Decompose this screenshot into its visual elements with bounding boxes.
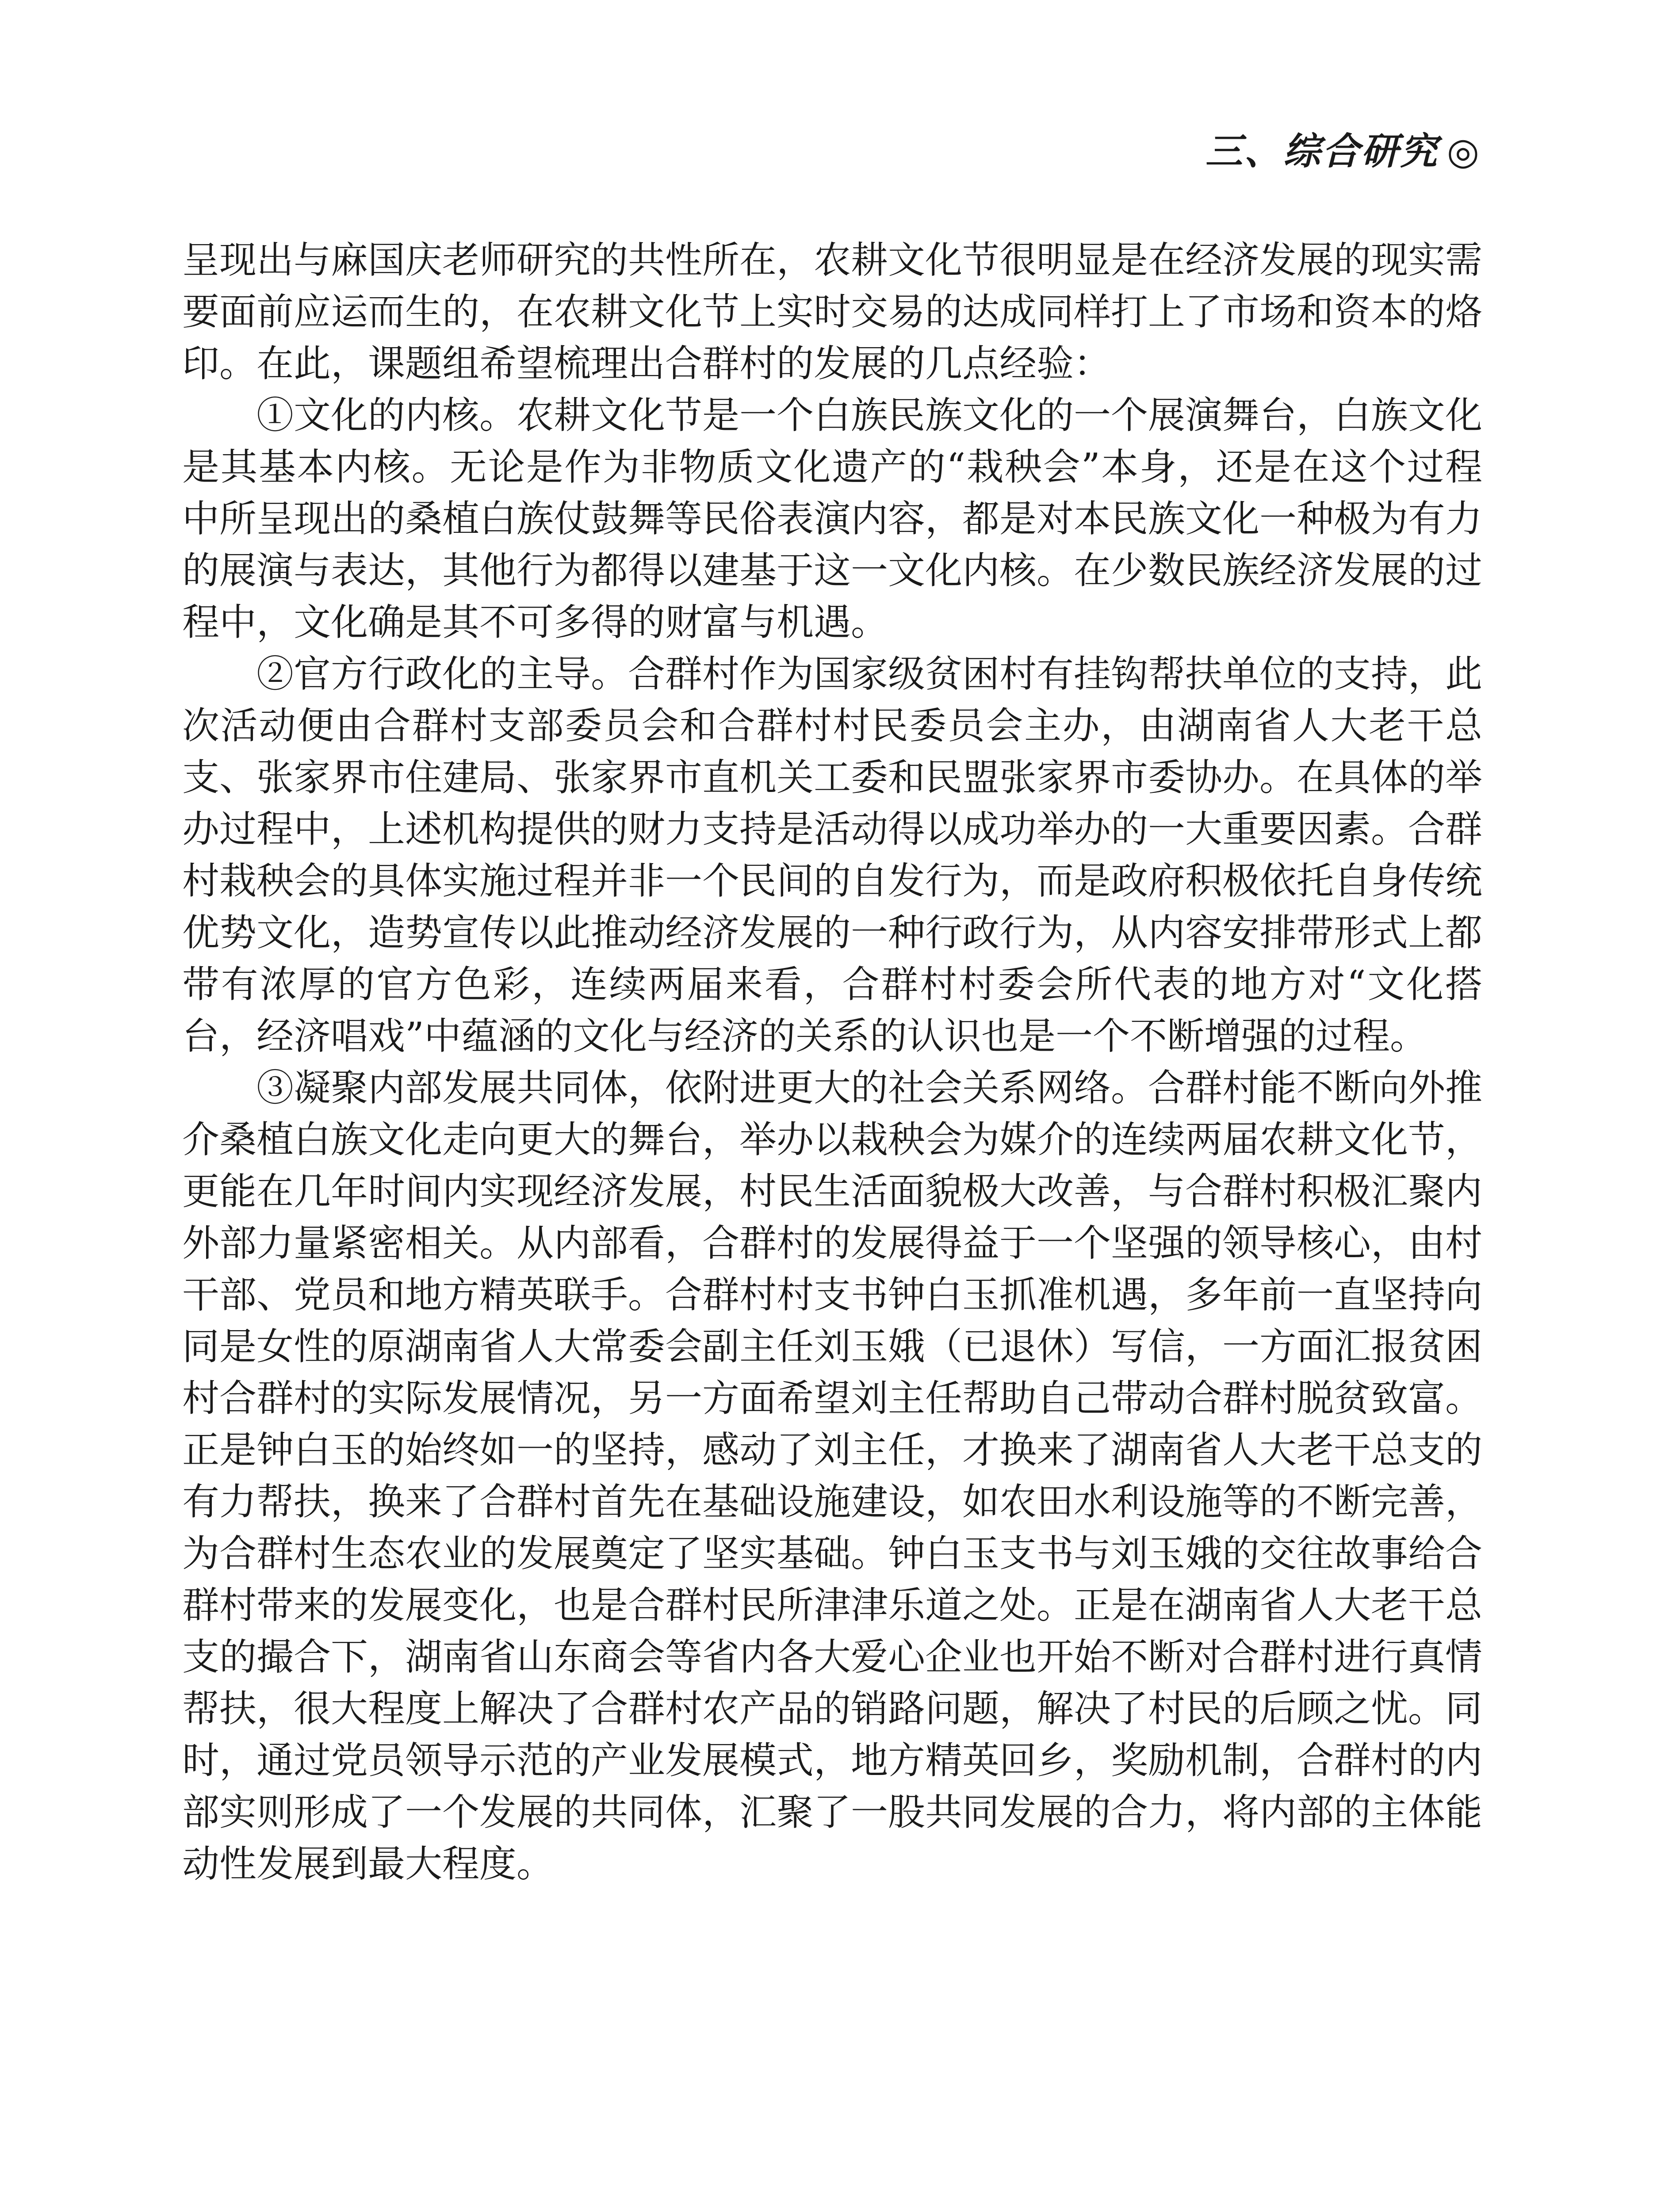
running-head [1205, 129, 1481, 173]
paragraph-point-2-official-leadership: ②官方行政化的主导。合群村作为国家级贫困村有挂钩帮扶单位的支持，此次活动便由合群村支部委员会和合群村村民委员会主办，由湖南省人大老干总支、张家界市住建局、张家界市直机关工委和民盟张家界市委协办。在具体的举办过程中，上述机构提供的财力支持是活动得以成功举办的一大重要因素。合群村栽秧会的具体实施过程并非一个民间的自发行为，而是政府积极依托自身传统优势文化，造势宣传以此推动经济发展的一种行政行为，从内容安排带形式上都带有浓厚的官方色彩，连续两届来看，合群村村委会所代表的地方对“文化搭台，经济唱戏”中蕴涵的文化与经济的关系的认识也是一个不断增强的过程。 [182, 652, 1483, 1058]
body-text [182, 234, 1482, 1890]
circle-ornament-icon: ◎ [1447, 130, 1481, 173]
paragraph-continuation: 呈现出与麻国庆老师研究的共性所在，农耕文化节很明显是在经济发展的现实需要面前应运而生的，在农耕文化节上实时交易的达成同样打上了市场和资本的烙印。在此，课题组希望梳理出合群村的发展的几点经验： [182, 238, 1483, 385]
section-title: 三、综合研究 [1205, 129, 1439, 173]
paragraph-point-3-development-community: ③凝聚内部发展共同体，依附进更大的社会关系网络。合群村能不断向外推介桑植白族文化走向更大的舞台，举办以栽秧会为媒介的连续两届农耕文化节，更能在几年时间内实现经济发展，村民生活面貌极大改善，与合群村积极汇聚内外部力量紧密相关。从内部看，合群村的发展得益于一个坚强的领导核心，由村干部、党员和地方精英联手。合群村村支书钟白玉抓准机遇，多年前一直坚持向同是女性的原湖南省人大常委会副主任刘玉娥（已退休）写信，一方面汇报贫困村合群村的实际发展情况，另一方面希望刘主任帮助自己带动合群村脱贫致富。正是钟白玉的始终如一的坚持，感动了刘主任，才换来了湖南省人大老干总支的有力帮扶，换来了合群村首先在基础设施建设，如农田水利设施等的不断完善，为合群村生态农业的发展奠定了坚实基础。钟白玉支书与刘玉娥的交往故事给合群村带来的发展变化，也是合群村民所津津乐道之处。正是在湖南省人大老干总支的撮合下，湖南省山东商会等省内各大爱心企业也开始不断对合群村进行真情帮扶，很大程度上解决了合群村农产品的销路问题，解决了村民的后顾之忧。同时，通过党员领导示范的产业发展模式，地方精英回乡，奖励机制，合群村的内部实则形成了一个发展的共同体，汇聚了一股共同发展的合力，将内部的主体能动性发展到最大程度。 [182, 1066, 1483, 1886]
paragraph-point-1-culture-core: ①文化的内核。农耕文化节是一个白族民族文化的一个展演舞台，白族文化是其基本内核。无论是作为非物质文化遗产的“栽秧会”本身，还是在这个过程中所呈现出的桑植白族仗鼓舞等民俗表演内容，都是对本民族文化一种极为有力的展演与表达，其他行为都得以建基于这一文化内核。在少数民族经济发展的过程中，文化确是其不可多得的财富与机遇。 [182, 394, 1483, 644]
